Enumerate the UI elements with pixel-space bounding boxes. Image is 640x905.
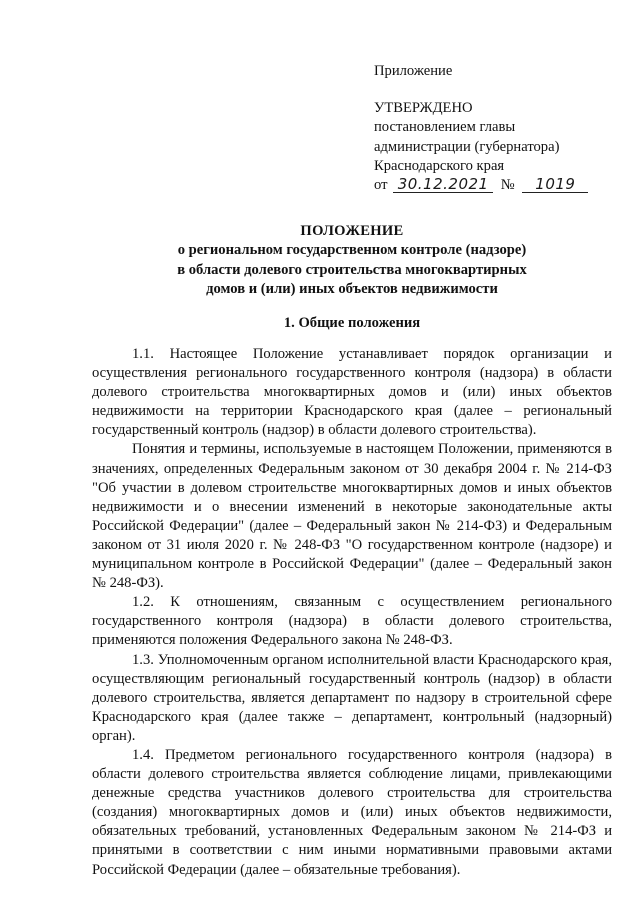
section-heading: 1. Общие положения [283, 315, 421, 331]
number-prefix: № [500, 177, 515, 194]
document-subtitle-line-3: домов и (или) иных объектов недвижимости [206, 280, 498, 297]
document-subtitle-line-2: в области долевого строительства многоквартирных [177, 261, 527, 278]
paragraph-1-2: 1.2. К отношениям, связанным с осуществлением регионального государственного контроля (надзора) в области долевого строительства, применяются положения Федерального закона № 248-ФЗ. [92, 594, 612, 649]
section-body [92, 345, 612, 880]
paragraph-1-3: 1.3. Уполномоченным органом исполнительной власти Краснодарского края, осуществляющим региональный государственный контроль (надзор) в области долевого строительства, является департамент по надзору в строительной сфере Краснодарского края (далее также – департамент, контрольный (надзорный) орган). [92, 651, 612, 744]
paragraph-1-4: 1.4. Предметом регионального государственного контроля (надзора) в области долевого строительства является соблюдение лицами, привлекающими денежные средства участников долевого строительства для строительства (создания) многоквартирных домов и (или) иных объектов недвижимости, обязательных требований, установленных Федеральным законом № 214-ФЗ и принятыми в соответствии с ним иными нормативными правовыми актами Российской Федерации (далее – обязательные требования). [92, 746, 612, 878]
approved-label: УТВЕРЖДЕНО [374, 100, 473, 117]
document-title-block [92, 222, 612, 299]
decree-number: 1019 [522, 176, 588, 193]
document-subtitle-line-1: о региональном государственном контроле (надзоре) [177, 242, 527, 259]
approved-by-line-2: администрации (губернатора) [374, 138, 560, 155]
decree-date: 30.12.2021 [393, 176, 493, 193]
date-prefix: от [374, 177, 388, 194]
paragraph-1-1: 1.1. Настоящее Положение устанавливает порядок организации и осуществления регионального государственного контроля (надзора) в области долевого строительства многоквартирных домов и (или) иных объектов недвижимости на территории Краснодарского края (далее – региональный государственный контроль (надзор) в области долевого строительства). [92, 346, 612, 439]
approval-stamp-block [374, 62, 614, 195]
approved-by-line-1: постановлением главы [374, 119, 516, 136]
paragraph-terms: Понятия и термины, используемые в настоящем Положении, применяются в значениях, определенных Федеральным законом от 30 декабря 2004 г. № 214-ФЗ "Об участии в долевом строительстве многоквартирных домов и иных объектов недвижимости и о внесении изменений в некоторые законодательные акты Российской Федерации" (далее – Федеральный закон № 214-ФЗ) и Федеральным законом от 31 июля 2020 г. № 248-ФЗ "О государственном контроле (надзоре) и муниципальном контроле в Российской Федерации" (далее – Федеральный закон № 248-ФЗ). [92, 441, 612, 592]
appendix-label: Приложение [374, 63, 453, 79]
document-title: ПОЛОЖЕНИЕ [300, 223, 404, 239]
approved-by-line-3: Краснодарского края [374, 157, 505, 174]
decree-date-number-line [374, 176, 614, 195]
